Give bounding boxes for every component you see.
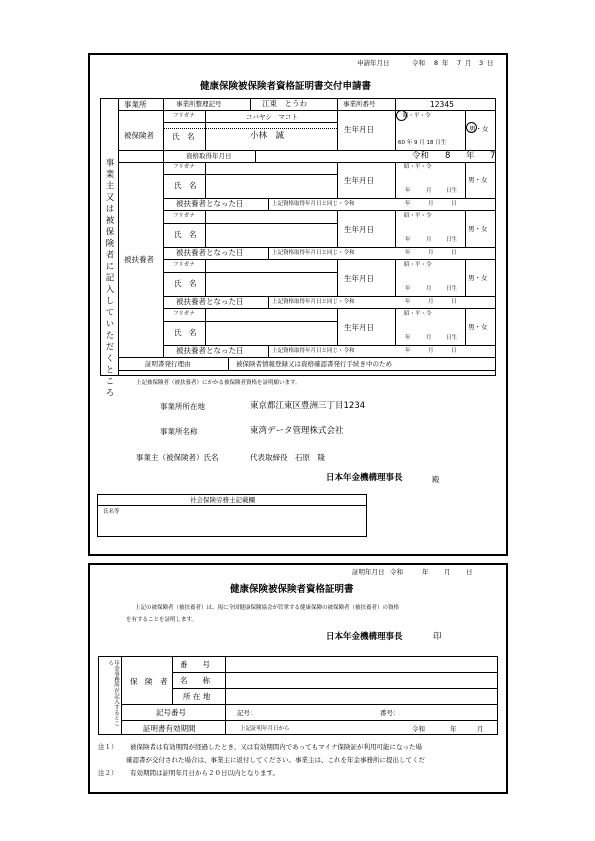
office-symbol-label: 事業所整理記号 xyxy=(176,100,222,108)
dependent-2-date-label: 被扶養者となった日 xyxy=(176,248,244,257)
dependent-4-date-day: 日 xyxy=(451,348,457,354)
dependent-3-birth-label: 生年月日 xyxy=(344,274,374,283)
dependent-1-birth-day: 日生 xyxy=(446,188,458,194)
insured-birth-label: 生年月日 xyxy=(344,125,374,134)
application-date-month-unit: 月 xyxy=(465,59,472,67)
acquired-trailing[interactable]: 7 xyxy=(490,151,496,161)
owner-value[interactable]: 代表取締役 石原 隆 xyxy=(250,453,325,462)
dependent-4-sex[interactable]: 男・女 xyxy=(468,323,488,331)
dependent-1-furigana-label: フリガナ xyxy=(173,164,195,170)
dependent-1-date-month: 月 xyxy=(428,201,434,207)
dependent-1-same-text[interactable]: 上記資格取得年月日と同じ・令和 xyxy=(272,201,355,207)
cert-side-label: 年金事務所が記入するところ xyxy=(106,660,119,726)
note1-line1: 被保険者は有効期間が経過したとき、又は有効期間内であってもマイナ保険証が利用可能になった場 xyxy=(130,743,423,751)
dependent-1-date-year: 年 xyxy=(405,201,411,207)
dependent-2-name-label: 氏 名 xyxy=(174,230,197,239)
cert-validity-era: 令和 xyxy=(412,725,425,733)
addressee-suffix: 殿 xyxy=(432,475,440,484)
dependent-3-date-year: 年 xyxy=(405,299,411,305)
acquired-year[interactable]: 8 xyxy=(445,151,451,161)
dependent-3-furigana-label: フリガナ xyxy=(173,262,195,268)
cert-number-label: 番 号 xyxy=(180,660,210,669)
cert-seal: 印 xyxy=(433,632,442,642)
dependent-4-same-text[interactable]: 上記資格取得年月日と同じ・令和 xyxy=(272,348,355,354)
insured-sex[interactable]: 男・女 xyxy=(469,125,489,133)
cert-validity-label: 証明書有効期間 xyxy=(143,724,196,733)
insured-name[interactable]: 小林 誠 xyxy=(250,131,285,141)
note1-line2: 確認書が交付された場合は、事業主に返付してください。事業主は、これを年金事務所に提出してくだ xyxy=(126,756,425,764)
company-value[interactable]: 東湾データ管理株式会社 xyxy=(250,426,344,436)
dependent-2-birth-month: 月 xyxy=(426,237,432,243)
dependent-4-date-month: 月 xyxy=(428,348,434,354)
dependent-2-birth-day: 日生 xyxy=(446,237,458,243)
application-date-month[interactable]: 7 xyxy=(457,59,462,67)
dependent-1-name-label: 氏 名 xyxy=(174,181,197,190)
dependent-4-date-label: 被扶養者となった日 xyxy=(176,346,244,355)
cert-date-year: 年 xyxy=(422,568,429,576)
note2-label: 注２） xyxy=(98,769,118,777)
office-number-label: 事業所番号 xyxy=(343,100,376,108)
request-text: 上記被保険者（被扶養者）にかかる被保険者資格を証明願います。 xyxy=(136,380,301,386)
dependent-4-birth-year: 年 xyxy=(405,335,411,341)
cert-date-day: 日 xyxy=(466,568,473,576)
address-label: 事業所所在地 xyxy=(160,402,205,411)
dependent-2-birth-label: 生年月日 xyxy=(344,225,374,234)
owner-label: 事業主（被保険者）氏名 xyxy=(136,453,219,462)
cert-issuer: 日本年金機構理事長 xyxy=(326,632,403,642)
application-date-era: 令和 xyxy=(412,59,425,67)
dependent-2-date-year: 年 xyxy=(405,250,411,256)
dependent-3-date-month: 月 xyxy=(428,299,434,305)
dependent-3-name-label: 氏 名 xyxy=(174,279,197,288)
dependent-3-sex[interactable]: 男・女 xyxy=(468,274,488,282)
cert-insurer-label: 保 険 者 xyxy=(130,677,168,686)
dependent-2-era-options[interactable]: 昭・平・令 xyxy=(404,213,432,219)
dependent-1-birth-label: 生年月日 xyxy=(344,176,374,185)
dependent-1-date-label: 被扶養者となった日 xyxy=(176,199,244,208)
dependent-2-date-month: 月 xyxy=(428,250,434,256)
dependent-2-sex[interactable]: 男・女 xyxy=(468,225,488,233)
insured-label: 被保険者 xyxy=(124,131,154,140)
office-number-value[interactable]: 12345 xyxy=(430,100,454,109)
cert-body-line2: を有することを証明します。 xyxy=(126,617,198,623)
application-date-year[interactable]: 8 xyxy=(434,59,439,67)
cert-date-month: 月 xyxy=(444,568,451,576)
cert-validity-year: 年 xyxy=(450,725,457,733)
dependent-3-date-day: 日 xyxy=(451,299,457,305)
dependent-3-date-label: 被扶養者となった日 xyxy=(176,297,244,306)
application-date-day-unit: 日 xyxy=(487,59,494,67)
cert-title: 健康保険被保険者資格証明書 xyxy=(230,584,354,595)
office-label: 事業所 xyxy=(124,100,147,109)
acquired-label: 資格取得年月日 xyxy=(186,152,232,160)
dependent-1-birth-month: 月 xyxy=(426,188,432,194)
sr-title: 社会保険労務士記載欄 xyxy=(190,496,255,504)
dependent-3-birth-day: 日生 xyxy=(446,286,458,292)
application-title: 健康保険被保険者資格証明書交付申請書 xyxy=(200,81,372,92)
dependent-4-furigana-label: フリガナ xyxy=(173,311,195,317)
dependent-3-birth-month: 月 xyxy=(426,286,432,292)
dependent-4-era-options[interactable]: 昭・平・令 xyxy=(404,311,432,317)
dependent-4-name-label: 氏 名 xyxy=(174,328,197,337)
cert-validity-month: 月 xyxy=(477,725,484,733)
cert-validity-from: 上記証明年月日から xyxy=(240,726,290,732)
dependent-2-date-day: 日 xyxy=(451,250,457,256)
cert-symbol-number-label: 記号番号 xyxy=(156,708,186,717)
dependent-label: 被扶養者 xyxy=(124,255,154,264)
note2-text: 有効期間は証明年月日から２０日以内となります。 xyxy=(130,769,279,777)
cert-name-label: 名 称 xyxy=(180,676,210,685)
dependent-4-birth-label: 生年月日 xyxy=(344,323,374,332)
reason-value[interactable]: 被保険者情報登録又は資格確認書発行手続き中のため xyxy=(236,360,392,368)
dependent-2-furigana-label: フリガナ xyxy=(173,213,195,219)
dependent-1-date-day: 日 xyxy=(451,201,457,207)
insured-birth-date[interactable]: 60 年 9 月 18 日生 xyxy=(398,140,447,146)
acquired-year-unit: 年 xyxy=(466,151,475,161)
application-date-year-unit: 年 xyxy=(442,59,449,67)
dependent-4-birth-day: 日生 xyxy=(446,335,458,341)
dependent-1-era-options[interactable]: 昭・平・令 xyxy=(404,164,432,170)
reason-label: 証明書発行理由 xyxy=(145,360,191,368)
cert-symbol-label: 記号： xyxy=(237,709,257,717)
address-value[interactable]: 東京都江東区豊洲三丁目1234 xyxy=(250,401,366,411)
cert-date-label: 証明年月日 xyxy=(352,568,385,576)
dependent-2-birth-year: 年 xyxy=(405,237,411,243)
note1-label: 注１） xyxy=(98,743,118,751)
dependent-4-birth-month: 月 xyxy=(426,335,432,341)
application-date-label: 申請年月日 xyxy=(357,59,390,67)
dependent-3-birth-year: 年 xyxy=(405,286,411,292)
sr-name-label: 氏名等 xyxy=(103,509,120,515)
dependent-3-same-text[interactable]: 上記資格取得年月日と同じ・令和 xyxy=(272,299,355,305)
cert-location-label: 所 在 地 xyxy=(183,692,211,701)
application-side-label: 事業主又は被保険者に記入していただくところ xyxy=(104,158,114,400)
cert-date-era: 令和 xyxy=(390,568,403,576)
dependent-2-same-text[interactable]: 上記資格取得年月日と同じ・令和 xyxy=(272,250,355,256)
dependent-1-birth-year: 年 xyxy=(405,188,411,194)
insured-era-options[interactable]: 昭・平・令 xyxy=(403,113,431,119)
acquired-era[interactable]: 令和 xyxy=(412,151,430,161)
insured-name-label: 氏 名 xyxy=(172,132,195,141)
cert-body-line1: 上記の被保険者（被扶養者）は、現に全国健康保険協会が管掌する健康保険の被保険者（被扶養者）の資格 xyxy=(135,605,400,611)
insured-furigana[interactable]: コバヤシ マコト xyxy=(246,113,298,121)
dependent-3-era-options[interactable]: 昭・平・令 xyxy=(404,262,432,268)
office-symbol-value[interactable]: 江東 とうわ xyxy=(262,99,307,108)
dependent-1-sex[interactable]: 男・女 xyxy=(468,176,488,184)
application-date-day[interactable]: 3 xyxy=(479,59,484,67)
cert-number-label2: 番号： xyxy=(380,709,400,717)
company-label: 事業所名称 xyxy=(160,427,198,436)
addressee: 日本年金機構理事長 xyxy=(326,473,403,483)
dependent-4-date-year: 年 xyxy=(405,348,411,354)
insured-furigana-label: フリガナ xyxy=(173,113,195,119)
